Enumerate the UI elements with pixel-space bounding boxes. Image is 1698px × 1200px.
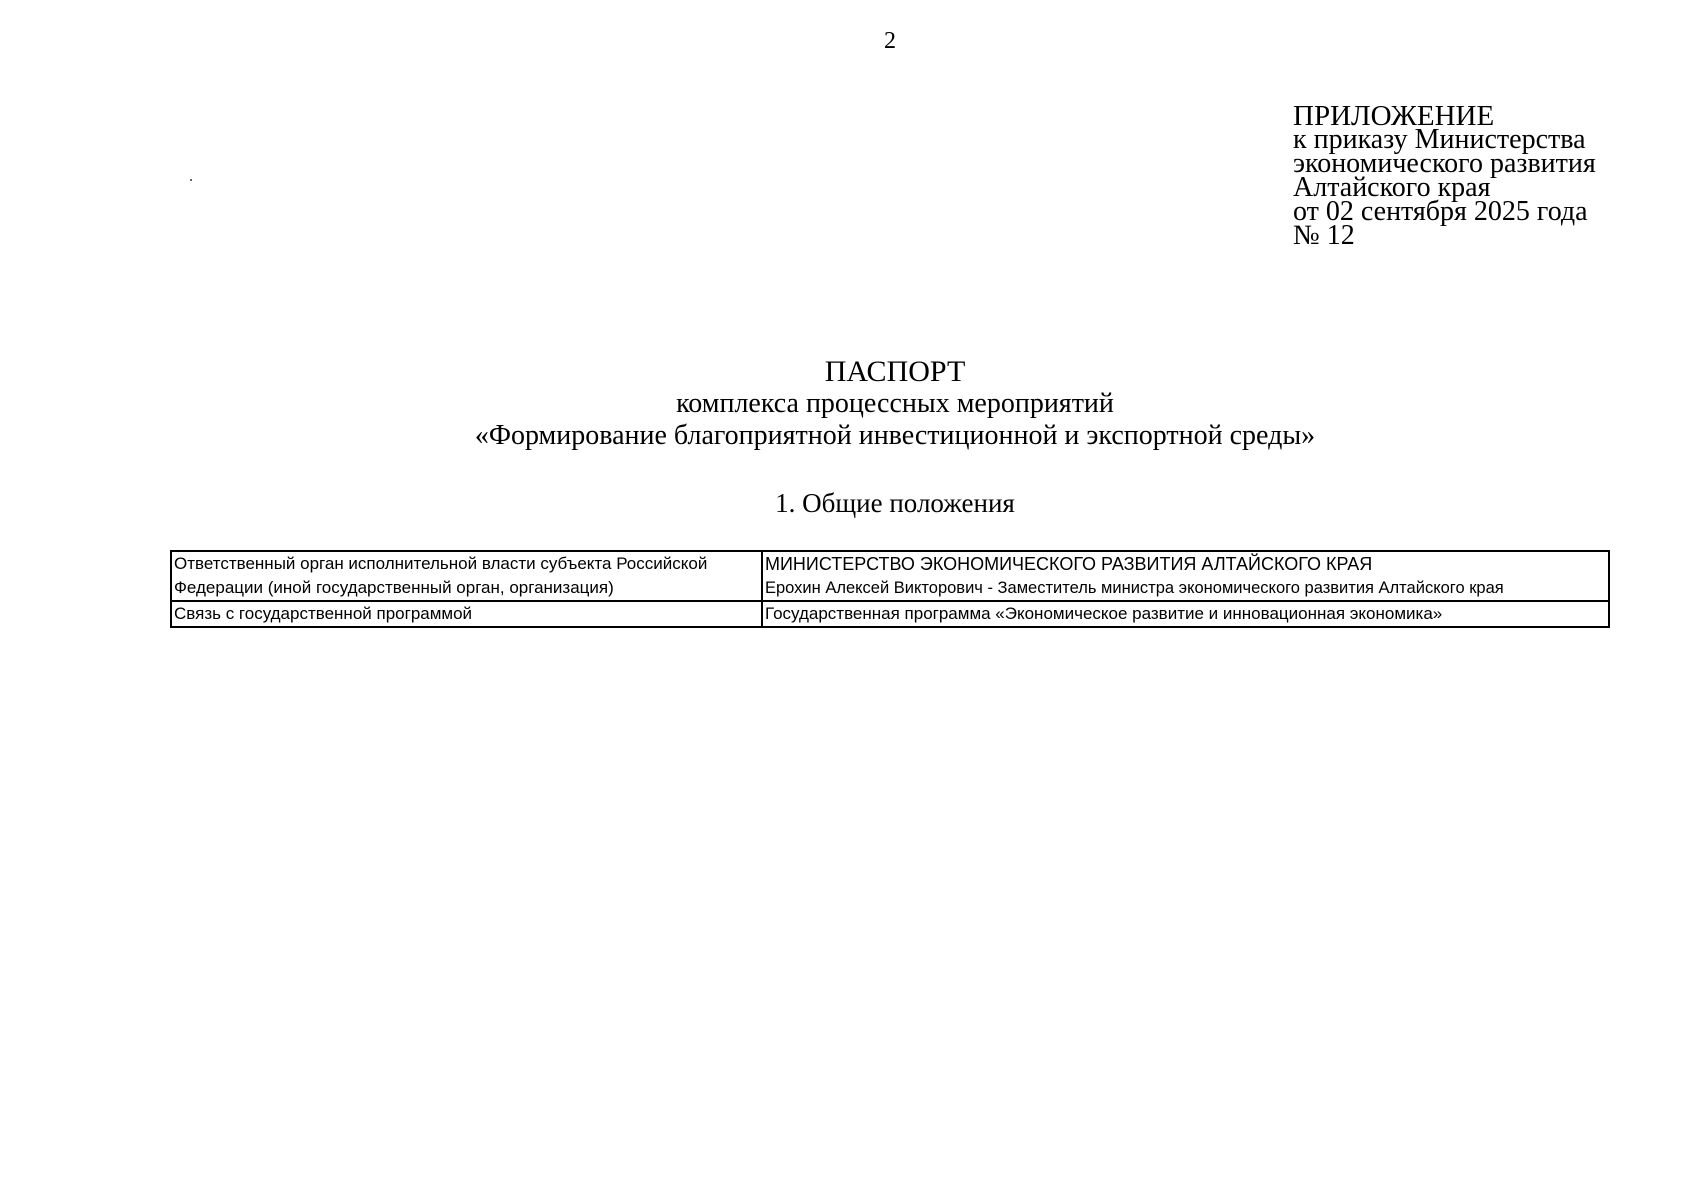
annex-title: ПРИЛОЖЕНИЕ [1293,100,1495,132]
table-row [171,551,1609,601]
row-label: Связь с государственной программой [171,601,762,627]
scan-speck [190,179,192,181]
section-title: 1. Общие положения [775,488,1015,518]
page-number: 2 [884,28,896,54]
annex-number: № 12 [1293,220,1355,251]
responsible-organization: МИНИСТЕРСТВО ЭКОНОМИЧЕСКОГО РАЗВИТИЯ АЛТАЙСКОГО КРАЯ [765,554,1373,574]
annex-line: Алтайского края [1293,172,1491,203]
document-title: ПАСПОРТ [824,355,966,388]
responsible-person: Ерохин Алексей Викторович - Заместитель министра экономического развития Алтайского края [765,579,1504,597]
row-value: Государственная программа «Экономическое развитие и инновационная экономика» [762,601,1609,627]
annex-header [1293,100,1596,251]
annex-date: от 02 сентября 2025 года [1293,196,1588,227]
general-provisions-table [170,550,1610,628]
annex-line: экономического развития [1293,148,1596,179]
program-name: «Формирование благоприятной инвестиционной и экспортной среды» [474,420,1316,451]
document-subtitle: комплекса процессных мероприятий [676,388,1114,419]
row-label: Ответственный орган исполнительной власти субъекта Российской Федерации (иной государственный орган, организация) [171,551,762,601]
document-heading [0,356,1698,452]
table-row [171,601,1609,627]
annex-line: к приказу Министерства [1293,124,1586,155]
row-value [762,551,1609,601]
